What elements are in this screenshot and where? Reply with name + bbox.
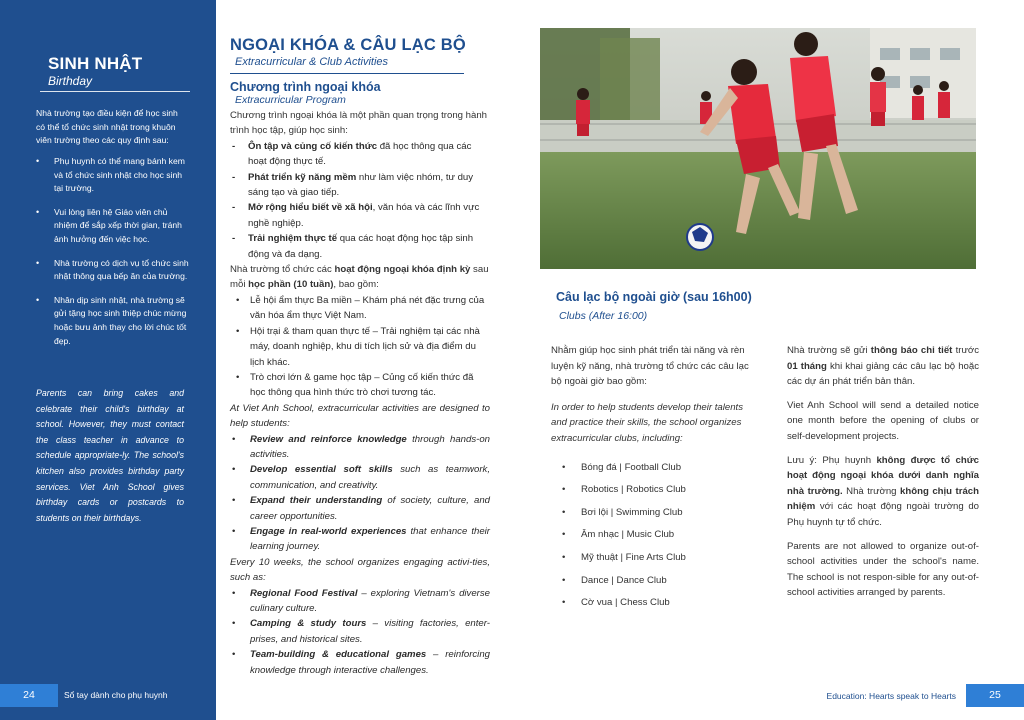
list-item: • Vui lòng liên hệ Giáo viên chủ nhiệm để sắp xếp thời gian, tránh ảnh hưởng đến việc học. [36,206,182,244]
list-item: • Mỹ thuật | Fine Arts Club [562,551,686,563]
list-item: • Âm nhạc | Music Club [562,529,675,541]
program-title: Chương trình ngoại khóa [230,80,381,94]
title-divider [40,91,190,92]
birthday-english-text: Parents can bring cakes and celebrate their child's birthday at school. However, they must contact the class teacher in advance to schedule appropriate-ly. The school's kitchen also provides birthday party services. Viet Anh School gives birthday cards or postcards to students on their birthdays. [36,388,184,523]
clubs-notice-column [787,343,979,609]
birthday-rules-list [36,155,190,358]
section-title: NGOẠI KHÓA & CÂU LẠC BỘ [230,36,466,54]
periodic-intro: Nhà trường tổ chức các hoạt động ngoại khóa định kỳ sau mỗi học phần (10 tuần), bao gồm: [230,264,489,291]
page-number-right: 25 [966,684,1024,707]
list-item: • Engage in real-world experiences that enhance their learning journey. [232,525,490,553]
list-item: - Ôn tập và củng cố kiến thức đã học thông qua các hoạt động thực tế. [232,140,472,168]
footer-left-text: Sổ tay dành cho phụ huynh [64,690,168,700]
footer-right-text: Education: Hearts speak to Hearts [826,691,956,701]
clubs-title-en: Clubs (After 16:00) [559,310,648,322]
english-periodic: Every 10 weeks, the school organizes engaging activi-ties, such as: [230,556,490,584]
list-item: • Dance | Dance Club [562,574,667,586]
notice-text-en: Viet Anh School will send a detailed notice one month before the opening of clubs or self-development projects. [787,399,979,442]
notice-text: Nhà trường sẽ gửi thông báo chi tiết trước 01 tháng khi khai giảng các câu lạc bộ hoặc các dự án phát triển bản thân. [787,345,980,388]
note-text: Lưu ý: Phụ huynh không được tổ chức hoạt động ngoại khóa dưới danh nghĩa nhà trường. Nhà trường không chịu trách nhiệm với các hoạt động ngoài trường do Phụ huynh tự tổ chức. [787,454,980,528]
benefits-list [230,139,490,262]
list-item: • Phụ huynh có thể mang bánh kem và tổ chức sinh nhật cho học sinh tại trường. [36,156,185,194]
list-item: • Robotics | Robotics Club [562,484,686,496]
note-text-en: Parents are not allowed to organize out-of-school activities under the school's name. The school is not respon-sible for any out-of-school activities arranged by parents. [787,540,979,599]
extracurricular-section [230,36,490,678]
birthday-intro: Nhà trường tạo điều kiện để học sinh có thể tổ chức sinh nhật trong khuôn viên trường theo các quy định sau: [36,108,178,146]
birthday-title: SINH NHẬT [48,54,143,73]
list-item: • Nhà trường có dịch vụ tổ chức sinh nhật thông qua bếp ăn của trường. [36,257,189,282]
page-number-left: 24 [0,684,58,707]
football-photo [540,28,976,269]
program-intro: Chương trình ngoại khóa là một phần quan trọng trong hành trình học tập, giúp học sinh: [230,110,487,137]
list-item: • Hội trại & tham quan thực tế – Trải nghiệm tại các nhà máy, doanh nghiệp, khu di tích lịch sử và địa điểm du lịch khác. [236,325,480,368]
list-item: • Bơi lội | Swimming Club [562,506,683,518]
list-item: • Trò chơi lớn & game học tập – Củng cố kiến thức đã học thông qua hình thức trò chơi tương tác. [236,371,474,399]
list-item: • Expand their understanding of society, culture, and career opportunities. [232,495,490,522]
clubs-list [551,457,759,615]
clubs-intro-en: In order to help students develop their talents and practice their skills, the school organizes extracurricular clubs, including: [551,401,743,444]
list-item: • Nhân dịp sinh nhật, nhà trường sẽ gửi tặng học sinh thiệp chúc mừng hoặc bưu ảnh thay cho lời chúc tốt đẹp. [36,294,187,346]
birthday-subtitle: Birthday [48,74,93,88]
section-divider [230,73,464,74]
list-item: • Team-building & educational games – reinforcing knowledge through interactive challenges. [232,649,490,676]
list-item: • Cờ vua | Chess Club [562,597,670,609]
list-item: • Lễ hội ẩm thực Ba miền – Khám phá nét đặc trưng của văn hóa ẩm thực Việt Nam. [236,294,485,322]
list-item: - Mở rộng hiểu biết về xã hội, văn hóa và các lĩnh vực nghề nghiệp. [232,202,480,229]
list-item: • Review and reinforce knowledge through hands-on activities. [232,433,491,460]
section-title-en: Extracurricular & Club Activities [235,56,389,68]
list-item: • Regional Food Festival – exploring Vietnam's diverse culinary culture. [232,587,491,614]
english-benefits-list [230,432,490,555]
list-item: • Camping & study tours – visiting factories, enter-prises, and historical sites. [232,618,490,645]
list-item: • Develop essential soft skills such as teamwork, communication, and creativity. [232,464,490,491]
clubs-title: Câu lạc bộ ngoài giờ (sau 16h00) [556,290,752,304]
list-item: - Trải nghiệm thực tế qua các hoạt động học tập sinh động và đa dạng. [232,233,474,260]
list-item: • Bóng đá | Football Club [562,461,682,473]
list-item: - Phát triển kỹ năng mềm như làm việc nhóm, tư duy sáng tạo và giao tiếp. [232,171,474,199]
program-title-en: Extracurricular Program [235,94,346,106]
english-intro: At Viet Anh School, extracurricular activities are designed to help students: [230,402,490,430]
clubs-column [551,343,759,615]
english-events-list [230,586,490,678]
clubs-intro: Nhằm giúp học sinh phát triển tài năng và rèn luyện kỹ năng, nhà trường tổ chức các câu lạc bộ ngoài giờ bao gồm: [551,345,749,388]
birthday-panel [0,0,216,720]
events-list [230,293,490,401]
